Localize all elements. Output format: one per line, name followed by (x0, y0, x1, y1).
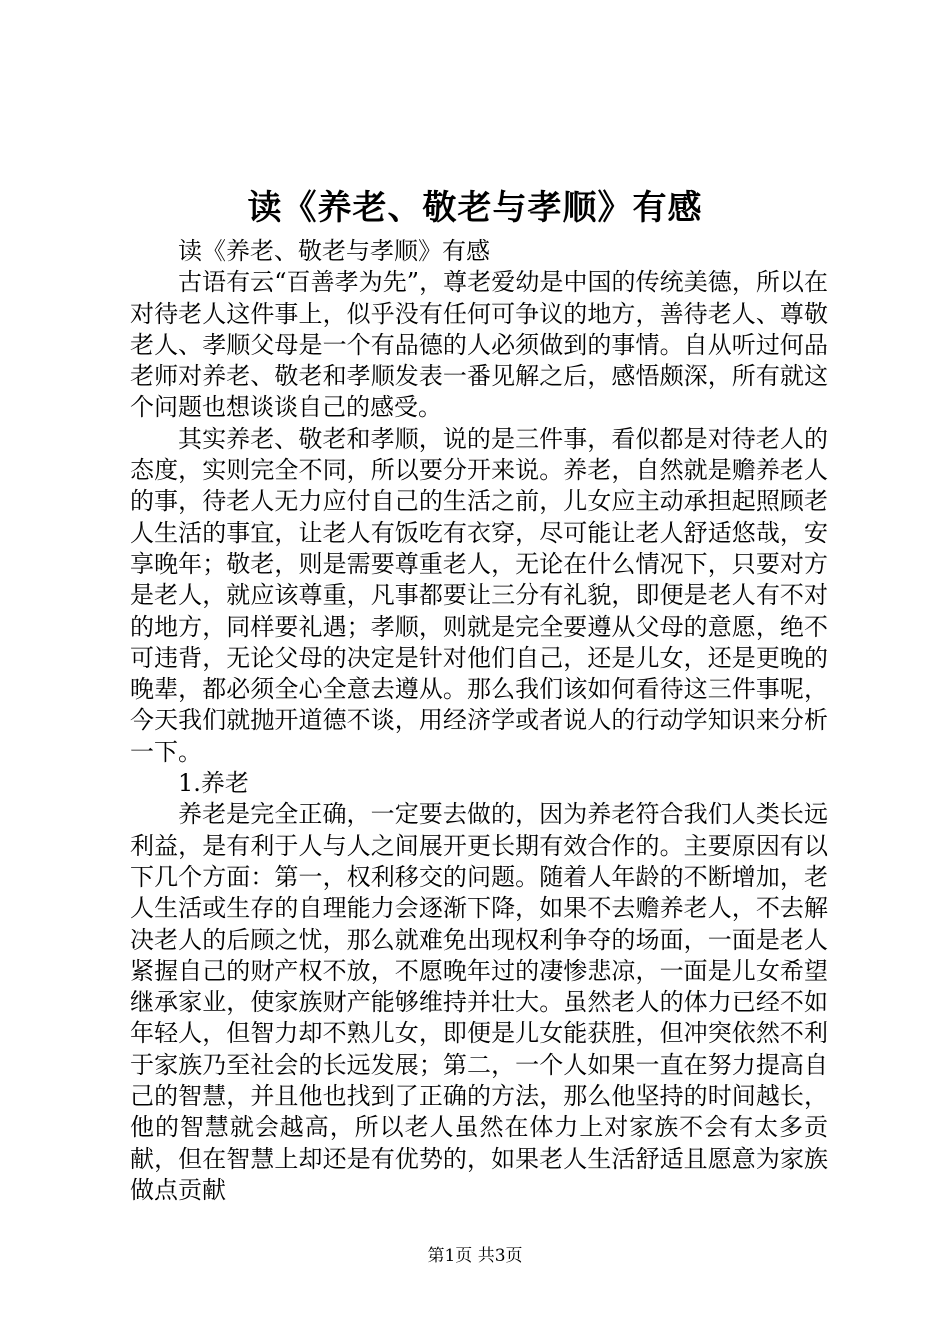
body-paragraph: 其实养老、敬老和孝顺，说的是三件事，看似都是对待老人的态度，实则完全不同，所以要分开来说。养老，自然就是赡养老人的事，待老人无力应付自己的生活之前，儿女应主动承担起照顾老人生活的事宜，让老人有饭吃有衣穿，尽可能让老人舒适悠哉，安享晚年；敬老，则是需要尊重老人，无论在什么情况下，只要对方是老人，就应该尊重，凡事都要让三分有礼貌，即便是老人有不对的地方，同样要礼遇；孝顺，则就是完全要遵从父母的意愿，绝不可违背，无论父母的决定是针对他们自己，还是儿女，还是更晚的晚辈，都必须全心全意去遵从。那么我们该如何看待这三件事呢，今天我们就抛开道德不谈，用经济学或者说人的行动学知识来分析一下。 (130, 424, 828, 766)
page-footer: 第1页 共3页 (427, 1246, 523, 1266)
document-body (130, 236, 828, 1206)
body-paragraph: 养老是完全正确，一定要去做的，因为养老符合我们人类长远利益，是有利于人与人之间展开更长期有效合作的。主要原因有以下几个方面：第一，权利移交的问题。随着人年龄的不断增加，老人生活或生存的自理能力会逐渐下降，如果不去赡养老人，不去解决老人的后顾之忧，那么就难免出现权利争夺的场面，一面是老人紧握自己的财产权不放，不愿晚年过的凄惨悲凉，一面是儿女希望继承家业，使家族财产能够维持并壮大。虽然老人的体力已经不如年轻人，但智力却不熟儿女，即便是儿女能获胜，但冲突依然不利于家族乃至社会的长远发展；第二，一个人如果一直在努力提高自己的智慧，并且他也找到了正确的方法，那么他坚持的时间越长，他的智慧就会越高，所以老人虽然在体力上对家族不会有太多贡献，但在智慧上却还是有优势的，如果老人生活舒适且愿意为家族做点贡献 (130, 800, 828, 1204)
page-title: 读《养老、敬老与孝顺》有感 (247, 188, 703, 228)
body-paragraph: 古语有云“百善孝为先”，尊老爱幼是中国的传统美德，所以在对待老人这件事上，似乎没有任何可争议的地方，善待老人、尊敬老人、孝顺父母是一个有品德的人必须做到的事情。自从听过何品老师对养老、敬老和孝顺发表一番见解之后，感悟颇深，所有就这个问题也想谈谈自己的感受。 (130, 268, 828, 422)
section-heading: 1.养老 (178, 769, 249, 798)
body-paragraph: 读《养老、敬老与孝顺》有感 (178, 237, 490, 265)
